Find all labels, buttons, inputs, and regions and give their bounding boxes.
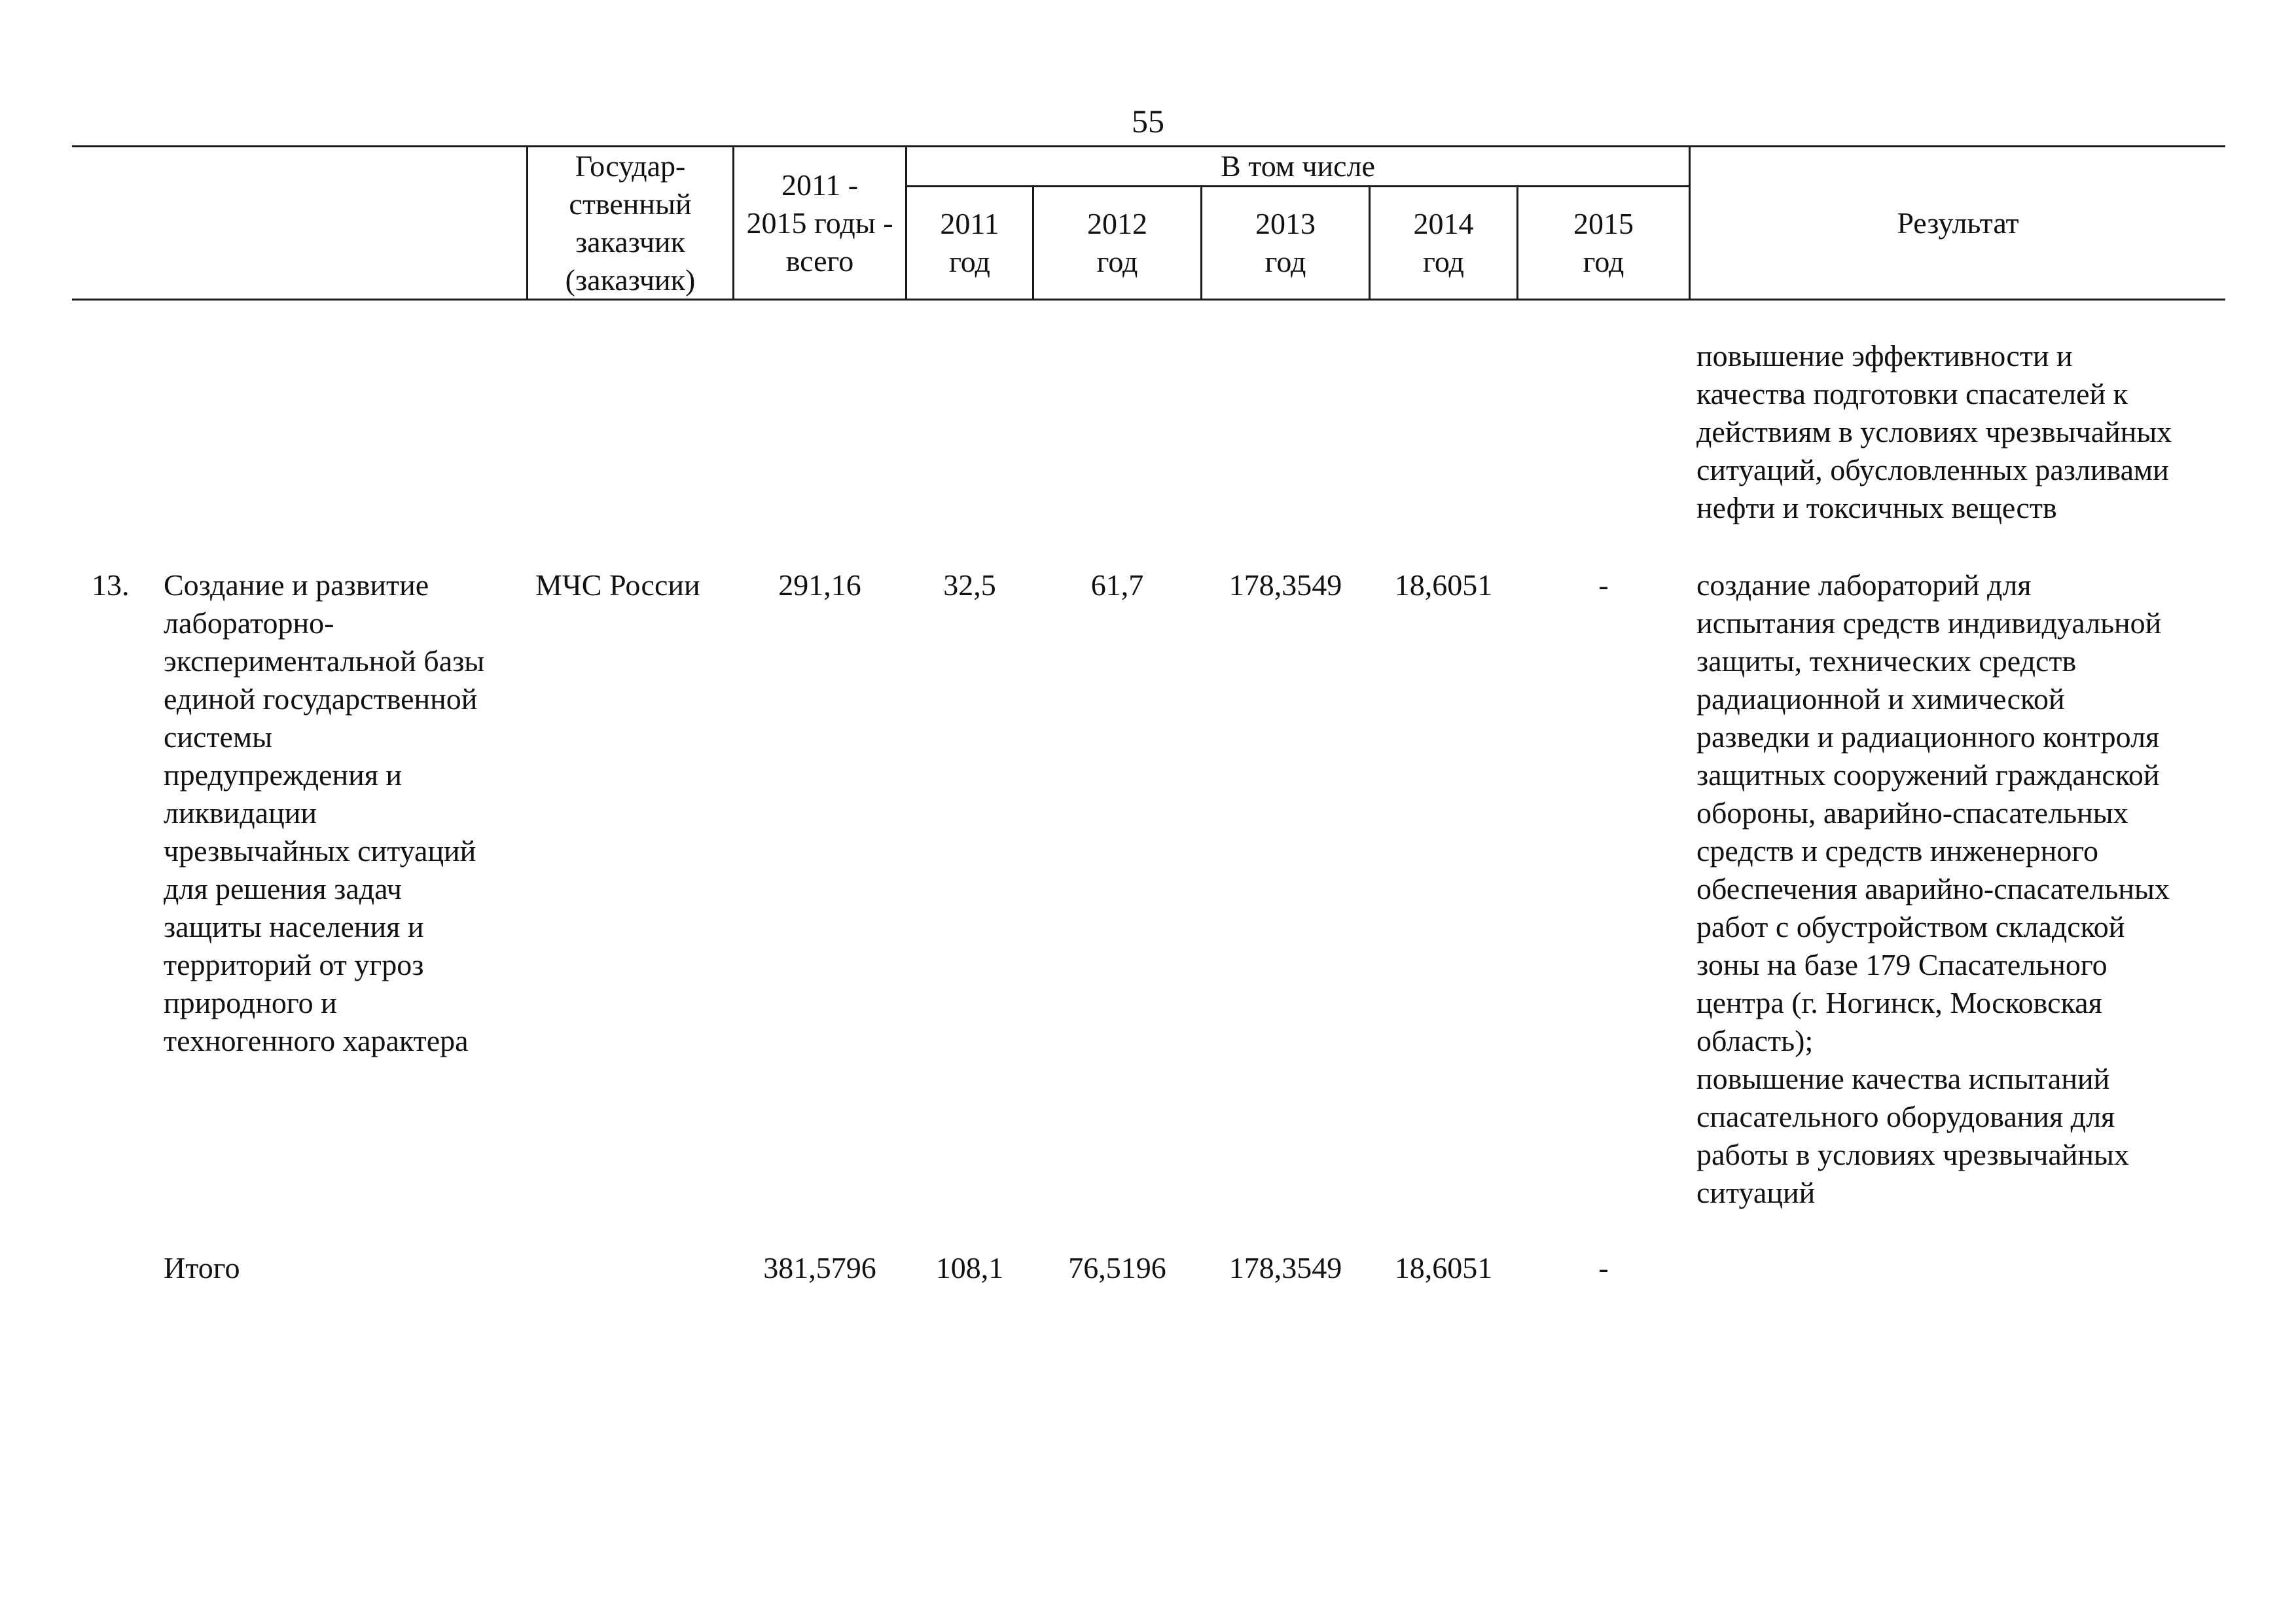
row-2015: -: [1598, 568, 1609, 602]
row-result: создание лабораторий для испытания средств индивидуальной защиты, технических средств радиационной и химической разведки и радиационного контроля защитных сооружений гражданской обороны, аварийно-спасательных средств и средств инженерного обеспечения аварийно-спасательных работ с обустройством складской зоны на базе 179 Спасательного центра (г. Ногинск, Московская область); повышение качества испытаний спасательного оборудования для работы в условиях чрезвычайных ситуаций: [1696, 568, 2170, 1209]
row-2011: 32,5: [943, 568, 996, 602]
totals-2011: 108,1: [935, 1251, 1004, 1285]
header-year-2015: 2015 год: [1573, 207, 1634, 278]
row-total: 291,16: [778, 568, 861, 602]
header-result: Результат: [1897, 206, 2019, 240]
row-number: 13.: [92, 568, 130, 602]
header-year-2011: 2011 год: [940, 207, 999, 278]
header-year-2013: 2013 год: [1255, 207, 1316, 278]
totals-2012: 76,5196: [1068, 1251, 1166, 1285]
header-customer: Государ- ственный заказчик (заказчик): [565, 149, 696, 297]
header-year-2014: 2014 год: [1413, 207, 1474, 278]
page-number: 55: [1132, 103, 1164, 139]
totals-2014: 18,6051: [1394, 1251, 1493, 1285]
row-2013: 178,3549: [1229, 568, 1342, 602]
row-customer: МЧС России: [535, 568, 700, 602]
carryover-result: повышение эффективности и качества подготовки спасателей к действиям в условиях чрезвычайных ситуаций, обусловленных разливами нефти и токсичных веществ: [1696, 339, 2172, 524]
totals-2013: 178,3549: [1229, 1251, 1342, 1285]
totals-2015: -: [1598, 1251, 1609, 1285]
header-including: В том числе: [1221, 149, 1375, 183]
header-year-2012: 2012 год: [1087, 207, 1147, 278]
totals-label: Итого: [164, 1251, 240, 1285]
row-name: Создание и развитие лабораторно- экспериментальной базы единой государственной системы предупреждения и ликвидации чрезвычайных ситуаций для решения задач защиты населения и территорий от угроз природного и техногенного характера: [164, 568, 485, 1057]
totals-total: 381,5796: [763, 1251, 876, 1285]
row-2012: 61,7: [1090, 568, 1144, 602]
header-total: 2011 - 2015 годы - всего: [746, 168, 893, 278]
row-2014: 18,6051: [1394, 568, 1493, 602]
header-bottom-rule: [72, 299, 2225, 301]
